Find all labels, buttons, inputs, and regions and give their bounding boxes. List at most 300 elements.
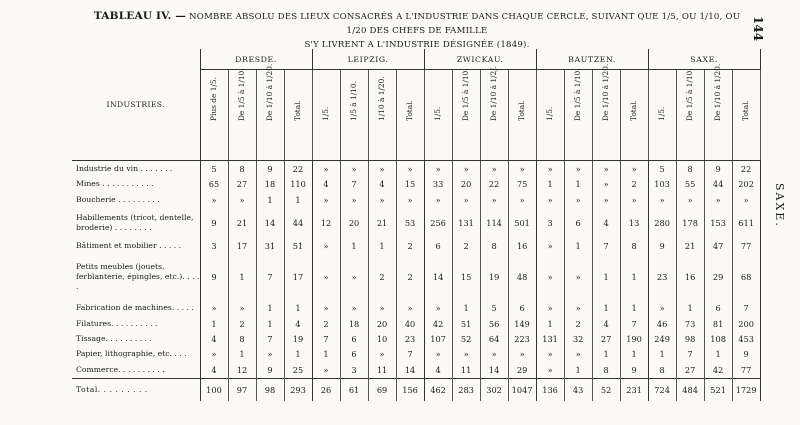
value-cell: 302 [480, 379, 508, 402]
value-cell: 5 [200, 161, 228, 177]
value-cell: 16 [676, 254, 704, 300]
value-cell: 23 [648, 254, 676, 300]
value-cell: 55 [676, 177, 704, 192]
table-title [92, 9, 742, 52]
industry-table [72, 49, 761, 401]
value-cell: 1 [312, 347, 340, 362]
value-cell: 611 [732, 208, 760, 239]
value-cell: 1 [452, 300, 480, 315]
column-subheader [704, 63, 732, 161]
table-body [72, 161, 760, 402]
value-cell: 14 [424, 254, 452, 300]
value-cell: 27 [592, 331, 620, 346]
value-cell: 27 [228, 177, 256, 192]
value-cell: 283 [452, 379, 480, 402]
column-subheader [564, 70, 592, 161]
value-cell: » [564, 192, 592, 207]
column-subheader [648, 70, 676, 161]
column-subheader [480, 66, 508, 161]
value-cell: » [424, 192, 452, 207]
value-cell: » [312, 192, 340, 207]
value-cell: 107 [424, 331, 452, 346]
table-row [72, 331, 760, 346]
value-cell: 46 [648, 316, 676, 331]
value-cell: 15 [452, 254, 480, 300]
value-cell: 1 [564, 362, 592, 378]
value-cell: » [704, 192, 732, 207]
value-cell: 1 [536, 316, 564, 331]
value-cell: 7 [592, 239, 620, 254]
value-cell: 9 [256, 362, 284, 378]
value-cell: 22 [284, 161, 312, 177]
column-subheader-label: Total. [741, 100, 751, 121]
column-subheader [284, 70, 312, 161]
value-cell: 3 [200, 239, 228, 254]
value-cell: 190 [620, 331, 648, 346]
value-cell: » [312, 239, 340, 254]
value-cell: 6 [564, 208, 592, 239]
value-cell: 43 [564, 379, 592, 402]
column-subheader-label: 1/5. [433, 106, 443, 121]
column-subheader-label: 1/10 à 1/20. [377, 76, 387, 121]
industry-label: Papier, lithographie, etc. . . . [72, 347, 200, 362]
value-cell: 11 [452, 362, 480, 378]
value-cell: » [368, 161, 396, 177]
column-subheader-label: 1/5. [657, 106, 667, 121]
column-subheader [200, 70, 228, 161]
value-cell: » [452, 192, 480, 207]
value-cell: 2 [312, 316, 340, 331]
industry-label: Boucherie . . . . . . . . . [72, 192, 200, 207]
industry-label: Mines . . . . . . . . . . . [72, 177, 200, 192]
column-subheader-label: 1/5 à 1/10. [349, 81, 359, 121]
region-header: BAUTZEN. [536, 49, 648, 70]
value-cell: 20 [452, 177, 480, 192]
value-cell: » [508, 347, 536, 362]
column-subheader-label: 1/5. [545, 106, 555, 121]
value-cell: 223 [508, 331, 536, 346]
value-cell: » [424, 161, 452, 177]
value-cell: 7 [396, 347, 424, 362]
value-cell: 98 [676, 331, 704, 346]
value-cell: » [452, 161, 480, 177]
value-cell: 26 [312, 379, 340, 402]
value-cell: 17 [284, 254, 312, 300]
value-cell: 97 [228, 379, 256, 402]
value-cell: » [620, 161, 648, 177]
table-row [72, 239, 760, 254]
value-cell: 1047 [508, 379, 536, 402]
value-cell: 47 [704, 239, 732, 254]
value-cell: 51 [452, 316, 480, 331]
industry-label: Commerce. . . . . . . . . . [72, 362, 200, 378]
industry-label: Habillements (tricot, dentelle, broderie) . . . . . . . . [72, 208, 200, 239]
value-cell: » [200, 347, 228, 362]
value-cell: 110 [284, 177, 312, 192]
value-cell: 10 [368, 331, 396, 346]
value-cell: 1 [592, 300, 620, 315]
value-cell: 3 [340, 362, 368, 378]
value-cell: 6 [424, 239, 452, 254]
value-cell: 11 [368, 362, 396, 378]
value-cell: 131 [452, 208, 480, 239]
region-header: DRESDE. [200, 49, 312, 70]
column-subheader-label: De 1/10 à 1/20. [713, 63, 723, 121]
title-line-2: S'Y LIVRENT A L'INDUSTRIE DÉSIGNÉE (1849). [304, 40, 530, 50]
industry-label: Total. . . . . . . . . [72, 379, 200, 402]
value-cell: » [592, 192, 620, 207]
value-cell: 42 [424, 316, 452, 331]
value-cell: » [312, 254, 340, 300]
value-cell: 31 [256, 239, 284, 254]
value-cell: 103 [648, 177, 676, 192]
value-cell: 27 [676, 362, 704, 378]
value-cell: 7 [676, 347, 704, 362]
column-subheader [620, 70, 648, 161]
title-lead: TABLEAU IV. — [93, 10, 187, 22]
value-cell: » [480, 192, 508, 207]
value-cell: 22 [480, 177, 508, 192]
value-cell: 1 [340, 239, 368, 254]
value-cell: 77 [732, 239, 760, 254]
value-cell: 22 [732, 161, 760, 177]
value-cell: 202 [732, 177, 760, 192]
value-cell: 4 [200, 331, 228, 346]
value-cell: » [676, 192, 704, 207]
value-cell: » [592, 161, 620, 177]
value-cell: » [312, 362, 340, 378]
value-cell: » [564, 254, 592, 300]
value-cell: 1 [620, 300, 648, 315]
value-cell: » [228, 192, 256, 207]
column-subheader-label: De 1/10 à 1/20. [601, 63, 611, 121]
value-cell: 75 [508, 177, 536, 192]
value-cell: 2 [396, 254, 424, 300]
value-cell: 2 [368, 254, 396, 300]
value-cell: 1 [704, 347, 732, 362]
value-cell: 32 [564, 331, 592, 346]
column-subheader [536, 70, 564, 161]
value-cell: » [508, 192, 536, 207]
value-cell: 7 [256, 254, 284, 300]
value-cell: 9 [620, 362, 648, 378]
value-cell: » [564, 161, 592, 177]
value-cell: » [312, 161, 340, 177]
value-cell: 1 [620, 347, 648, 362]
value-cell: » [340, 300, 368, 315]
value-cell: 6 [340, 347, 368, 362]
value-cell: 1729 [732, 379, 760, 402]
column-subheader [592, 63, 620, 161]
value-cell: 52 [592, 379, 620, 402]
value-cell: 17 [228, 239, 256, 254]
value-cell: 4 [312, 177, 340, 192]
value-cell: » [536, 300, 564, 315]
value-cell: 1 [592, 347, 620, 362]
value-cell: 501 [508, 208, 536, 239]
value-cell: 7 [732, 300, 760, 315]
value-cell: » [396, 161, 424, 177]
value-cell: 4 [200, 362, 228, 378]
value-cell: 9 [200, 208, 228, 239]
value-cell: » [368, 300, 396, 315]
column-subheader [396, 70, 424, 161]
column-subheader-label: De 1/5 à 1/10. [573, 68, 583, 121]
value-cell: 18 [256, 177, 284, 192]
value-cell: » [424, 300, 452, 315]
value-cell: 5 [480, 300, 508, 315]
value-cell: 1 [620, 254, 648, 300]
value-cell: » [592, 177, 620, 192]
table-row [72, 254, 760, 300]
column-subheader-label: De 1/5 à 1/10. [685, 68, 695, 121]
value-cell: 21 [228, 208, 256, 239]
value-cell: 33 [424, 177, 452, 192]
value-cell: 2 [452, 239, 480, 254]
title-line-1: NOMBRE ABSOLU DES LIEUX CONSACRÉS A L'INDUSTRIE DANS CHAQUE CERCLE, SUIVANT QUE 1/5, OU 1/10, OU 1/20 DES CHEFS DE FAMILLE [189, 12, 741, 36]
value-cell: 8 [676, 161, 704, 177]
industry-label: Industrie du vin . . . . . . . [72, 161, 200, 177]
column-subheader [508, 70, 536, 161]
industry-label: Filatures. . . . . . . . . . [72, 316, 200, 331]
value-cell: 1 [368, 239, 396, 254]
column-subheader-label: Total. [405, 100, 415, 121]
column-subheader-label: Plus de 1/5. [209, 77, 218, 121]
value-cell: 19 [480, 254, 508, 300]
value-cell: » [452, 347, 480, 362]
value-cell: 153 [704, 208, 732, 239]
column-subheader-label: De 1/10 à 1/20. [265, 63, 274, 121]
value-cell: 1 [676, 300, 704, 315]
value-cell: 16 [508, 239, 536, 254]
value-cell: 68 [732, 254, 760, 300]
value-cell: » [480, 161, 508, 177]
value-cell: 1 [592, 254, 620, 300]
value-cell: 178 [676, 208, 704, 239]
value-cell: 114 [480, 208, 508, 239]
value-cell: 20 [368, 316, 396, 331]
value-cell: 100 [200, 379, 228, 402]
column-subheader [340, 70, 368, 161]
value-cell: 231 [620, 379, 648, 402]
value-cell: 23 [396, 331, 424, 346]
column-subheader [424, 70, 452, 161]
column-subheader [312, 70, 340, 161]
value-cell: » [396, 300, 424, 315]
value-cell: 61 [340, 379, 368, 402]
value-cell: 8 [480, 239, 508, 254]
value-cell: 7 [256, 331, 284, 346]
column-subheader [256, 63, 284, 161]
region-header: ZWICKAU. [424, 49, 536, 70]
value-cell: 2 [620, 177, 648, 192]
table-row [72, 316, 760, 331]
value-cell: 29 [704, 254, 732, 300]
value-cell: 7 [340, 177, 368, 192]
value-cell: 14 [396, 362, 424, 378]
value-cell: 1 [284, 300, 312, 315]
value-cell: » [424, 347, 452, 362]
value-cell: 13 [620, 208, 648, 239]
value-cell: 484 [676, 379, 704, 402]
value-cell: » [536, 254, 564, 300]
value-cell: 4 [368, 177, 396, 192]
value-cell: 9 [704, 161, 732, 177]
value-cell: 256 [424, 208, 452, 239]
value-cell: 53 [396, 208, 424, 239]
value-cell: 52 [452, 331, 480, 346]
column-subheader [228, 70, 256, 161]
table-row [72, 347, 760, 362]
table-row [72, 300, 760, 315]
value-cell: 9 [648, 239, 676, 254]
value-cell: 131 [536, 331, 564, 346]
value-cell: » [536, 239, 564, 254]
value-cell: » [340, 161, 368, 177]
value-cell: 200 [732, 316, 760, 331]
value-cell: 64 [480, 331, 508, 346]
value-cell: » [564, 300, 592, 315]
value-cell: 4 [284, 316, 312, 331]
industry-label: Petits meubles (jouets, ferblanterie, épingles, etc.). . . . . [72, 254, 200, 300]
value-cell: 77 [732, 362, 760, 378]
value-cell: 7 [620, 316, 648, 331]
column-subheader-label: De 1/5 à 1/10. [237, 68, 246, 121]
column-subheader-label: De 1/5 à 1/10. [461, 68, 471, 121]
region-header: LEIPZIG. [312, 49, 424, 70]
value-cell: 2 [228, 316, 256, 331]
value-cell: 1 [648, 347, 676, 362]
value-cell: 2 [396, 239, 424, 254]
table-row [72, 208, 760, 239]
value-cell: » [536, 362, 564, 378]
value-cell: 5 [648, 161, 676, 177]
value-cell: 20 [340, 208, 368, 239]
value-cell: 108 [704, 331, 732, 346]
column-subheader [732, 70, 760, 161]
industry-label: Fabrication de machines. . . . . [72, 300, 200, 315]
value-cell: » [508, 161, 536, 177]
value-cell: 4 [424, 362, 452, 378]
value-cell: 98 [256, 379, 284, 402]
value-cell: 8 [228, 331, 256, 346]
table-row [72, 192, 760, 207]
value-cell: 4 [592, 316, 620, 331]
industry-label: Tissage. . . . . . . . . . [72, 331, 200, 346]
value-cell: » [368, 192, 396, 207]
value-cell: 453 [732, 331, 760, 346]
page-number: 144 [751, 16, 765, 42]
value-cell: » [396, 192, 424, 207]
value-cell: 8 [228, 161, 256, 177]
value-cell: 42 [704, 362, 732, 378]
table-row [72, 177, 760, 192]
value-cell: » [620, 192, 648, 207]
value-cell: 7 [312, 331, 340, 346]
value-cell: 1 [228, 347, 256, 362]
value-cell: 521 [704, 379, 732, 402]
value-cell: 9 [200, 254, 228, 300]
value-cell: 156 [396, 379, 424, 402]
industries-header: INDUSTRIES. [72, 49, 200, 161]
value-cell: 1 [536, 177, 564, 192]
value-cell: 280 [648, 208, 676, 239]
value-cell: 69 [368, 379, 396, 402]
value-cell: 73 [676, 316, 704, 331]
value-cell: 48 [508, 254, 536, 300]
value-cell: 65 [200, 177, 228, 192]
table-row [72, 161, 760, 177]
value-cell: 1 [256, 192, 284, 207]
value-cell: » [200, 192, 228, 207]
column-subheader-label: De 1/10 à 1/2J. [489, 66, 499, 121]
value-cell: » [256, 347, 284, 362]
value-cell: » [732, 192, 760, 207]
value-cell: 29 [508, 362, 536, 378]
value-cell: 9 [732, 347, 760, 362]
value-cell: 14 [256, 208, 284, 239]
value-cell: 724 [648, 379, 676, 402]
value-cell: » [536, 347, 564, 362]
value-cell: 6 [508, 300, 536, 315]
value-cell: » [312, 300, 340, 315]
value-cell: 14 [480, 362, 508, 378]
value-cell: » [200, 300, 228, 315]
value-cell: 12 [228, 362, 256, 378]
value-cell: 19 [284, 331, 312, 346]
industry-label: Bâtiment et mobilier . . . . . [72, 239, 200, 254]
total-row [72, 379, 760, 402]
value-cell: 1 [564, 177, 592, 192]
value-cell: » [368, 347, 396, 362]
value-cell: 1 [564, 239, 592, 254]
value-cell: 1 [200, 316, 228, 331]
value-cell: 25 [284, 362, 312, 378]
value-cell: 1 [256, 316, 284, 331]
value-cell: 2 [564, 316, 592, 331]
value-cell: 462 [424, 379, 452, 402]
value-cell: 44 [704, 177, 732, 192]
column-subheader [676, 70, 704, 161]
value-cell: 8 [648, 362, 676, 378]
table-row [72, 362, 760, 378]
value-cell: 8 [620, 239, 648, 254]
value-cell: 249 [648, 331, 676, 346]
value-cell: » [536, 192, 564, 207]
value-cell: 21 [676, 239, 704, 254]
value-cell: » [648, 300, 676, 315]
column-subheader-label: 1/5. [321, 106, 331, 121]
column-subheader-label: Total. [629, 100, 639, 121]
value-cell: 18 [340, 316, 368, 331]
side-label: SAXE. [773, 183, 786, 228]
region-header: SAXE. [648, 49, 760, 70]
value-cell: » [228, 300, 256, 315]
value-cell: » [536, 161, 564, 177]
value-cell: 3 [536, 208, 564, 239]
value-cell: 6 [340, 331, 368, 346]
value-cell: 40 [396, 316, 424, 331]
value-cell: » [648, 192, 676, 207]
value-cell: 15 [396, 177, 424, 192]
column-subheader-label: Total. [293, 100, 303, 121]
value-cell: 149 [508, 316, 536, 331]
value-cell: 1 [256, 300, 284, 315]
value-cell: » [340, 254, 368, 300]
value-cell: 4 [592, 208, 620, 239]
value-cell: 6 [704, 300, 732, 315]
value-cell: 51 [284, 239, 312, 254]
